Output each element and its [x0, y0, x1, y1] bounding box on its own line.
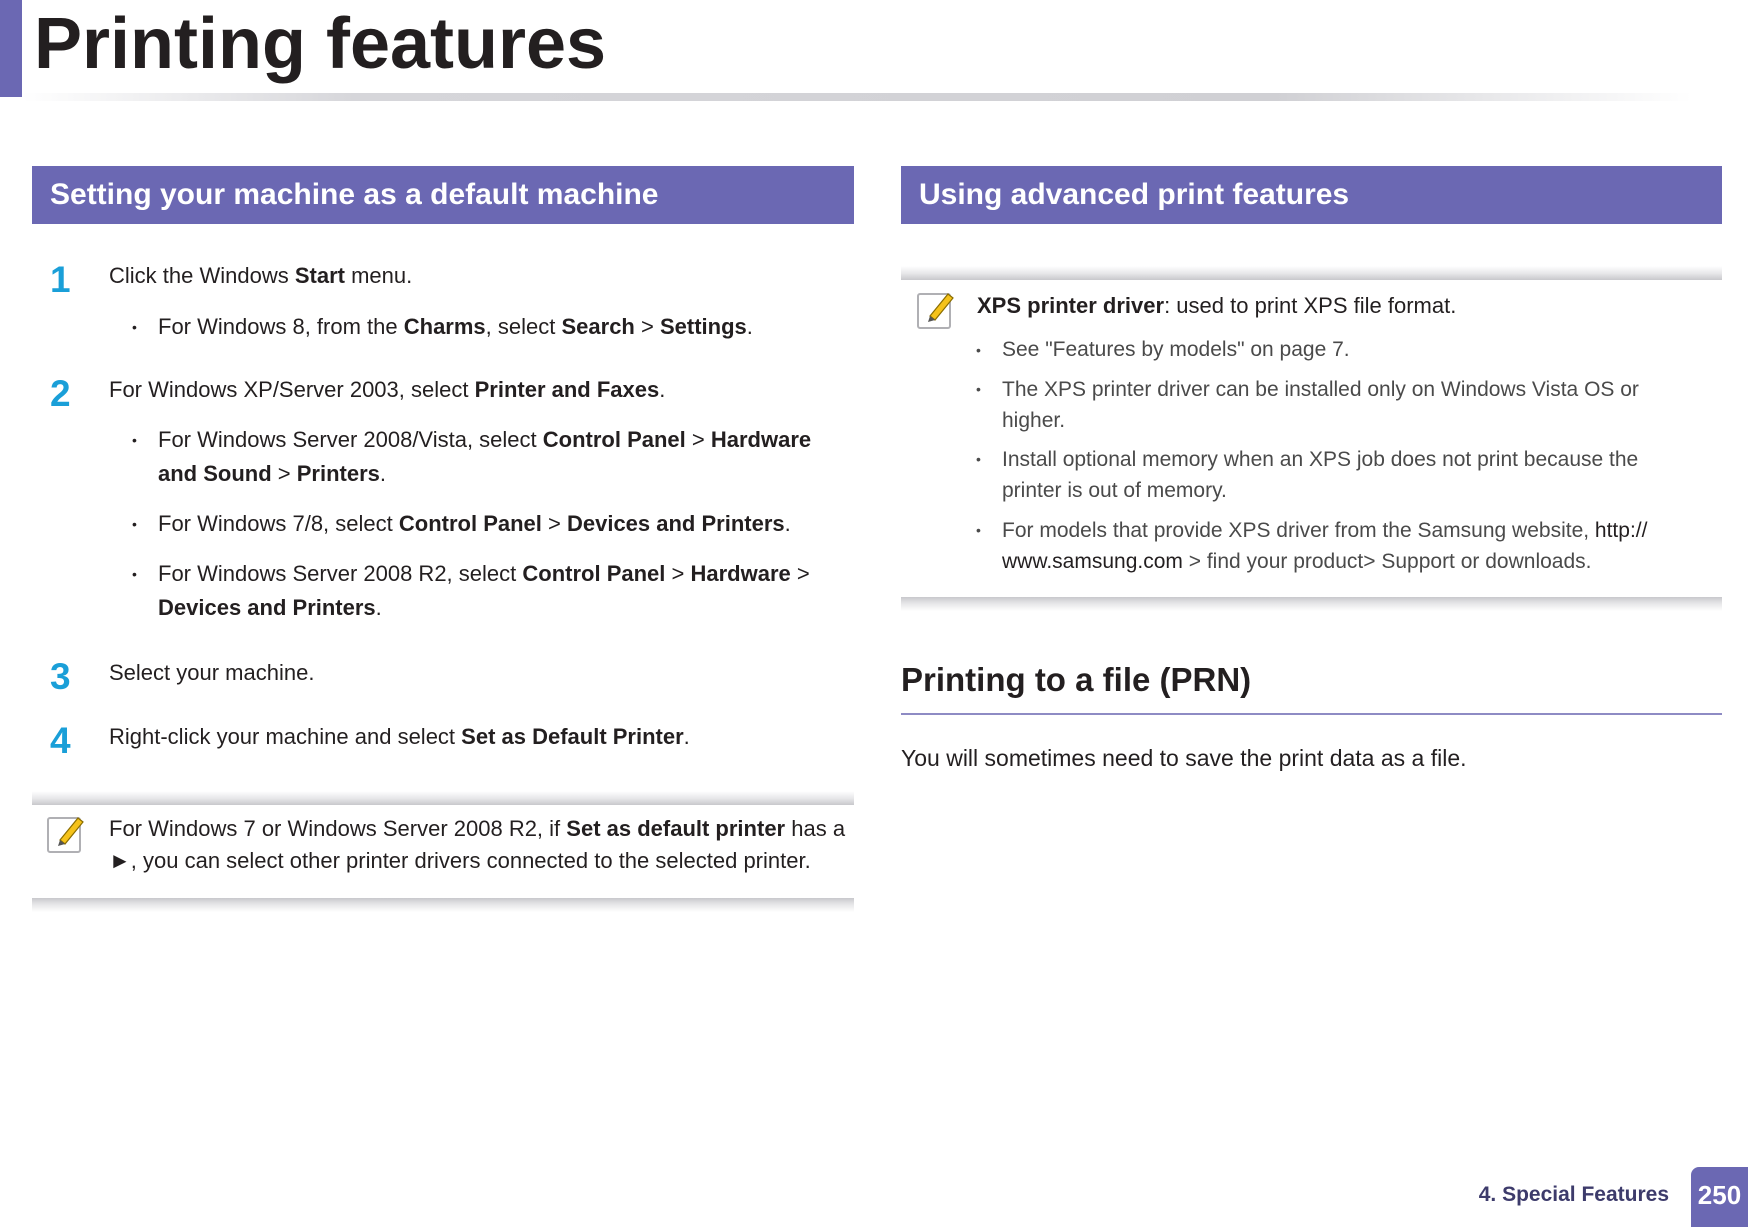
step-text: For Windows XP/Server 2003, select Printer and Faxes.: [109, 377, 666, 402]
note-lead: XPS printer driver: used to print XPS file format.: [977, 293, 1457, 318]
page-title: Printing features: [34, 4, 607, 84]
step-number: 2: [50, 373, 71, 414]
title-accent-bar: [0, 0, 22, 97]
note-top-bar: [901, 266, 1722, 280]
bullet-windows-vista-cont: and Sound > Printers.: [158, 461, 387, 486]
body-paragraph: You will sometimes need to save the print data as a file.: [901, 745, 1467, 771]
subheading-printing-to-file: Printing to a file (PRN): [901, 661, 1252, 698]
samsung-link-cont[interactable]: www.samsung.com: [1002, 550, 1183, 573]
section-header-default-machine: Setting your machine as a default machine: [32, 166, 854, 224]
step-number: 4: [50, 720, 71, 761]
note-pencil-icon: [916, 288, 956, 332]
section-header-advanced-features: Using advanced print features: [901, 166, 1722, 224]
page-number: 250: [1691, 1167, 1748, 1227]
bullet-windows-r2-cont: Devices and Printers.: [158, 595, 382, 620]
note-bottom-bar: [32, 898, 854, 912]
note-text: For Windows 7 or Windows Server 2008 R2, if Set as default printer has a ►, you can select other printer drivers connected to the selected printer.: [109, 816, 846, 873]
step-text: Select your machine.: [109, 660, 315, 685]
samsung-link[interactable]: http://: [1594, 519, 1648, 542]
step-text: Click the Windows Start menu.: [109, 263, 413, 288]
note-top-bar: [32, 791, 854, 805]
note-bottom-bar: [901, 597, 1722, 611]
footer-chapter: 4. Special Features: [1478, 1183, 1669, 1206]
step-number: 3: [50, 656, 71, 697]
subheading-rule: [901, 713, 1722, 715]
step-number: 1: [50, 259, 71, 300]
step-text: Right-click your machine and select Set as Default Printer.: [109, 724, 690, 749]
note-pencil-icon: [46, 812, 86, 856]
title-underline: [22, 93, 1692, 101]
